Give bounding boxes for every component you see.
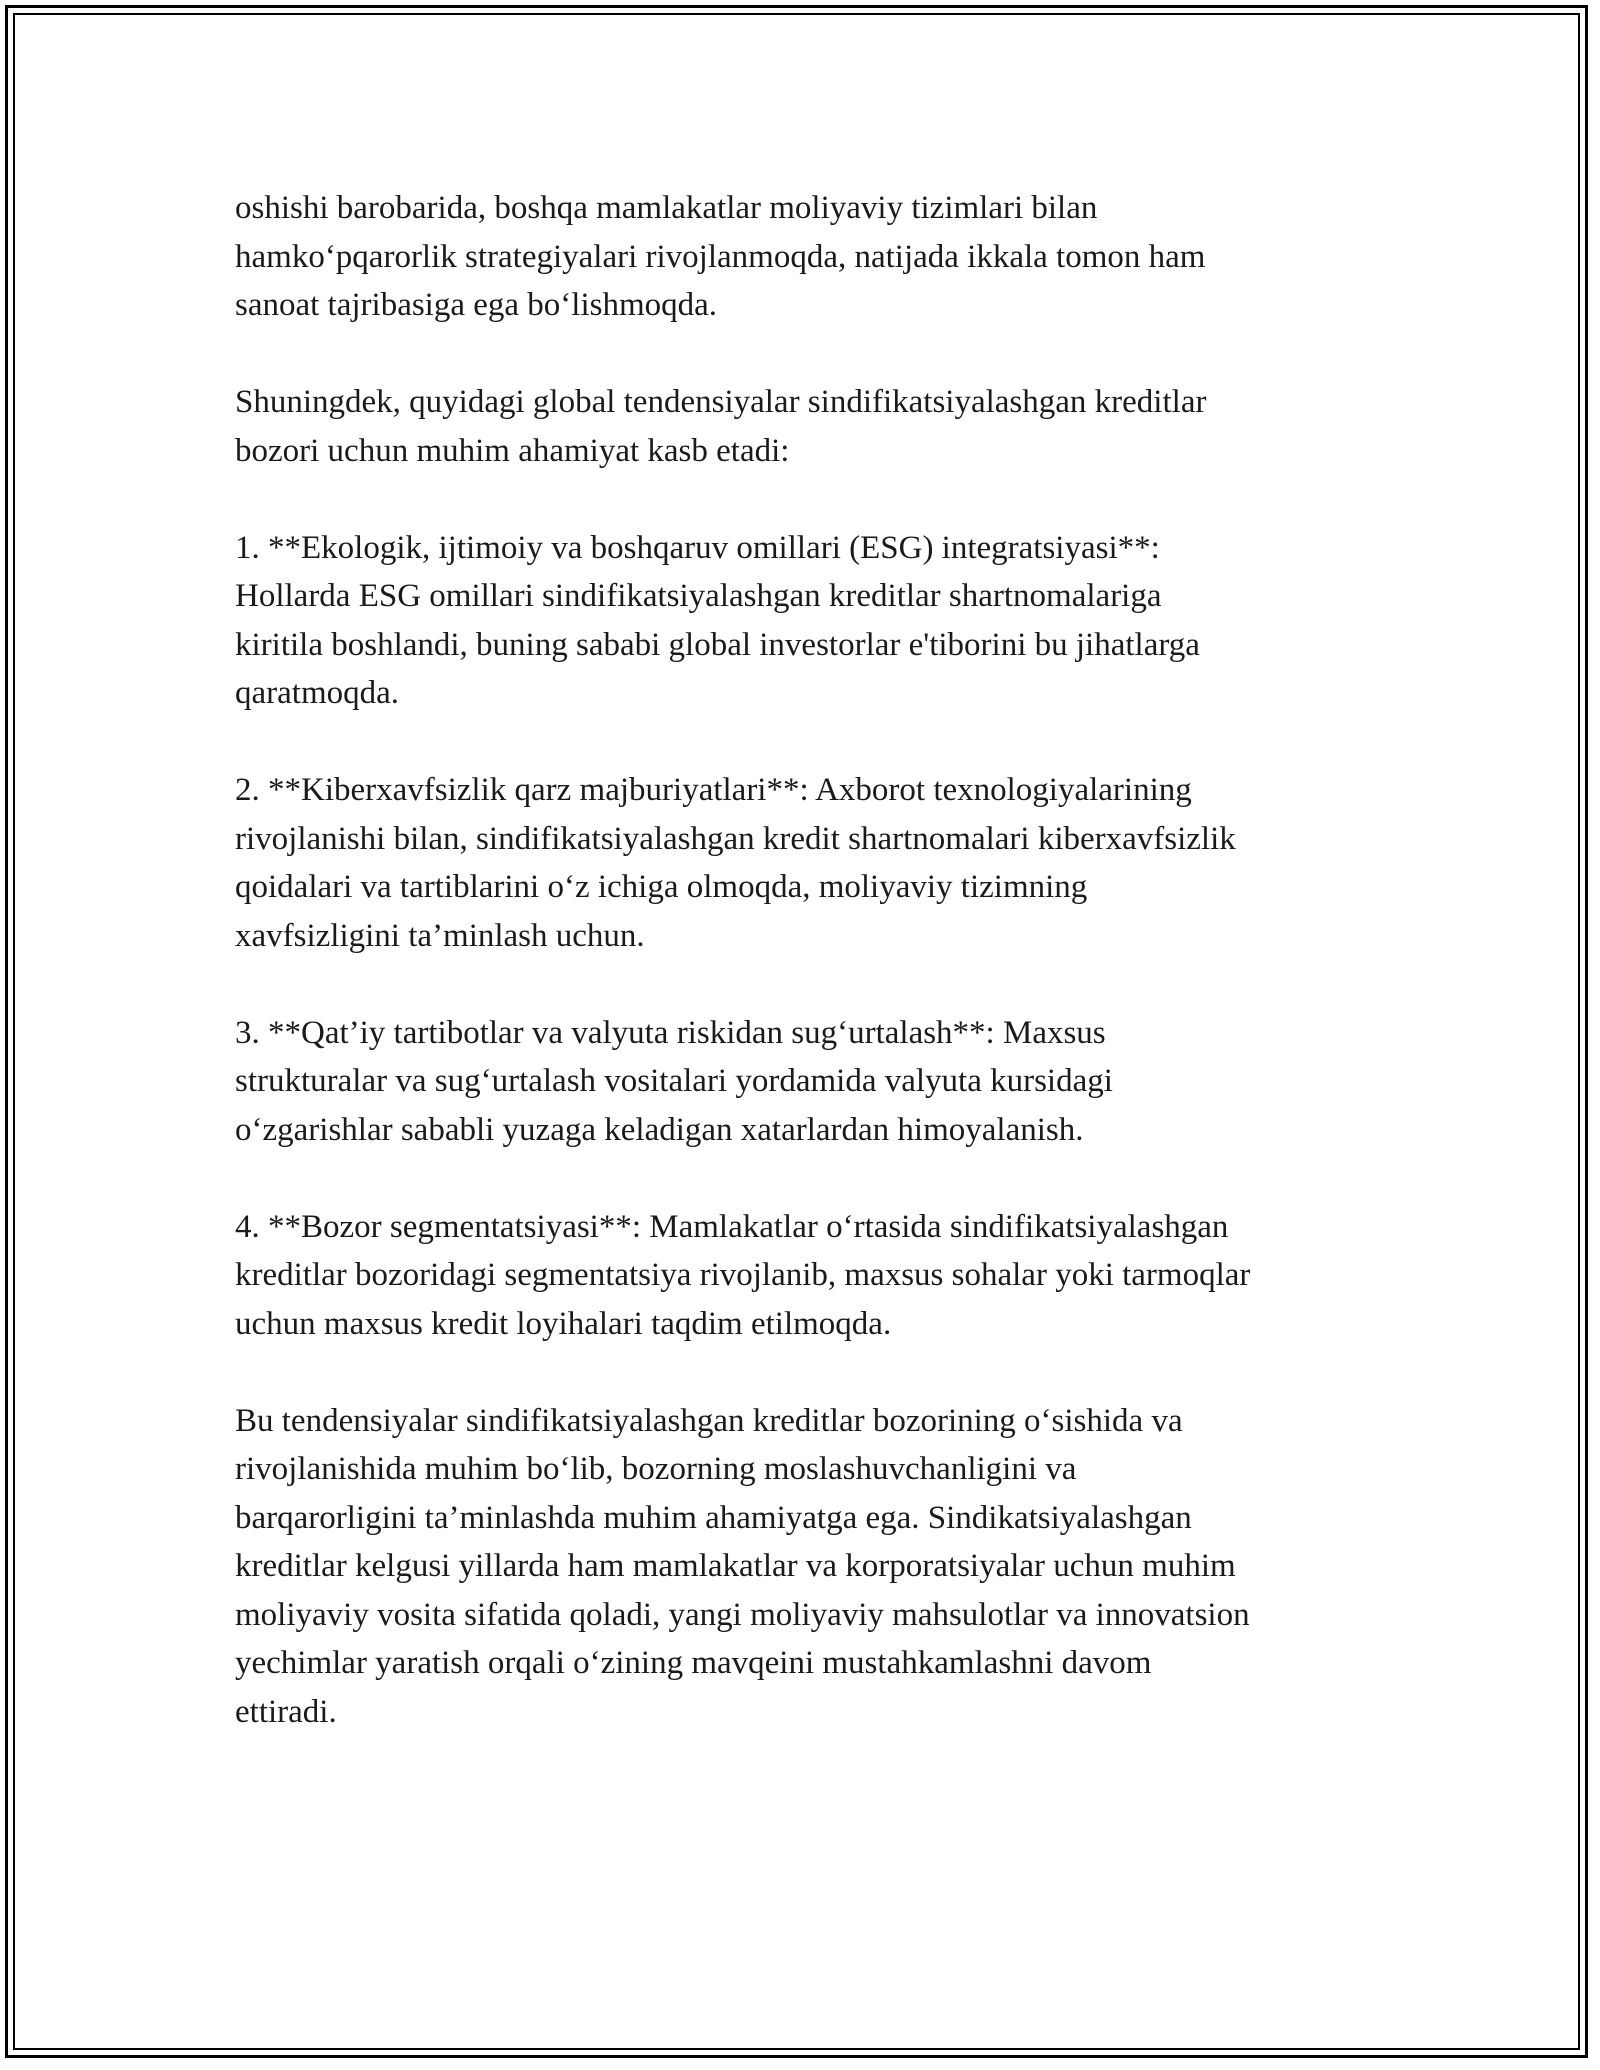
list-item-cybersecurity: 2. **Kiberxavfsizlik qarz majburiyatlari**: Axborot texnologiyalarining rivojlanishi bilan, sindifikatsiyalashgan kredit shartnomalari kiberxavfsizlik qoidalari va tartiblarini o‘z ichiga olmoqda, moliyaviy tizimning xavfsizligini ta’minlash uchun. bbox=[235, 772, 1236, 954]
paragraph-conclusion: Bu tendensiyalar sindifikatsiyalashgan kreditlar bozorining o‘sishida va rivojlanishida muhim bo‘lib, bozorning moslashuvchanligini va barqarorligini ta’minlashda muhim ahamiyatga ega. Sindikatsiyalashgan kreditlar kelgusi yillarda ham mamlakatlar va korporatsiyalar uchun muhim moliyaviy vosita sifatida qoladi, yangi moliyaviy mahsulotlar va innovatsion yechimlar yaratish orqali o‘zining mavqeini mustahkamlashni davom ettiradi. bbox=[235, 1402, 1250, 1730]
paragraph-global-trends-intro: Shuningdek, quyidagi global tendensiyalar sindifikatsiyalashgan kreditlar bozori uchun muhim ahamiyat kasb etadi: bbox=[235, 384, 1207, 469]
paragraph-intro-continuation: oshishi barobarida, boshqa mamlakatlar moliyaviy tizimlari bilan hamko‘pqarorlik strategiyalari rivojlanmoqda, natijada ikkala tomon ham sanoat tajribasiga ega bo‘lishmoqda. bbox=[235, 190, 1206, 323]
list-item-currency-risk: 3. **Qat’iy tartibotlar va valyuta riskidan sug‘urtalash**: Maxsus strukturalar va sug‘urtalash vositalari yordamida valyuta kursidagi o‘zgarishlar sababli yuzaga keladigan xatarlardan himoyalanish. bbox=[235, 1014, 1113, 1148]
list-item-market-segmentation: 4. **Bozor segmentatsiyasi**: Mamlakatlar o‘rtasida sindifikatsiyalashgan kreditlar bozoridagi segmentatsiya rivojlanib, maxsus sohalar yoki tarmoqlar uchun maxsus kredit loyihalari taqdim etilmoqda. bbox=[235, 1208, 1251, 1342]
document-body bbox=[235, 184, 1375, 1785]
list-item-esg: 1. **Ekologik, ijtimoiy va boshqaruv omillari (ESG) integratsiyasi**: Hollarda ESG omillari sindifikatsiyalashgan kreditlar shartnomalariga kiritila boshlandi, buning sababi global investorlar e'tiborini bu jihatlarga qaratmoqda. bbox=[235, 529, 1200, 711]
